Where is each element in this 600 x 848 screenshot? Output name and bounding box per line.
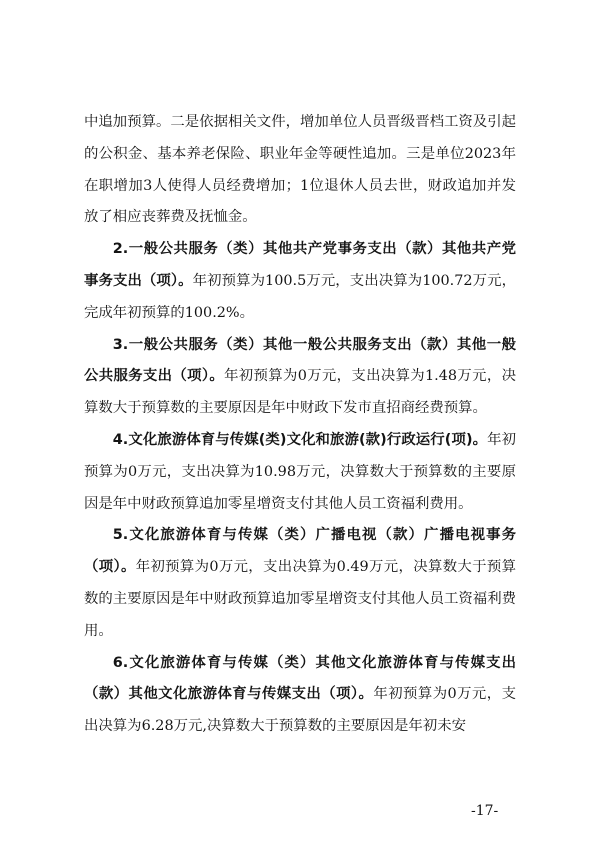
paragraph-5-heading: 5.文化旅游体育与传媒（类）广播电视（款）广播电视事务（项）。 [84, 527, 516, 576]
paragraph-4-body: 年初预算为0万元，支出决算为10.98万元，决算数大于预算数的主要原因是年中财政预算追加零星增资支付其他人员工资福利费用。 [84, 431, 516, 512]
paragraph-6 [84, 648, 516, 743]
paragraph-4 [84, 425, 516, 520]
paragraph-2-heading: 2.一般公共服务（类）其他共产党事务支出（款）其他共产党事务支出（项）。 [84, 241, 516, 289]
paragraph-1 [84, 107, 516, 234]
paragraph-6-body: 年初预算为0万元，支出决算为6.28万元,决算数大于预算数的主要原因是年初未安 [84, 686, 516, 735]
paragraph-5 [84, 520, 516, 647]
paragraph-2-body: 年初预算为100.5万元，支出决算为100.72万元，完成年初预算的100.2%。 [84, 272, 516, 321]
paragraph-3-heading: 3.一般公共服务（类）其他一般公共服务支出（款）其他一般公共服务支出（项）。 [84, 336, 516, 385]
paragraph-1-body: 中追加预算。二是依据相关文件，增加单位人员晋级晋档工资及引起的公积金、基本养老保险、职业年金等硬性追加。三是单位2023年在职增加3人使得人员经费增加；1位退休人员去世，财政追加并发放了相应丧葬费及抚恤金。 [84, 114, 516, 226]
paragraph-3-body: 年初预算为0万元，支出决算为1.48万元，决算数大于预算数的主要原因是年中财政下发市直招商经费预算。 [84, 368, 516, 417]
page-number: -17- [471, 803, 499, 819]
page-content [84, 107, 516, 743]
paragraph-5-body: 年初预算为0万元，支出决算为0.49万元，决算数大于预算数的主要原因是年中财政预算追加零星增资支付其他人员工资福利费用。 [84, 559, 516, 639]
paragraph-3 [84, 330, 516, 425]
paragraph-6-heading: 6.文化旅游体育与传媒（类）其他文化旅游体育与传媒支出（款）其他文化旅游体育与传媒支出（项）。 [84, 654, 516, 703]
paragraph-2 [84, 234, 516, 329]
paragraph-4-heading: 4.文化旅游体育与传媒(类)文化和旅游(款)行政运行(项)。 [112, 431, 488, 448]
